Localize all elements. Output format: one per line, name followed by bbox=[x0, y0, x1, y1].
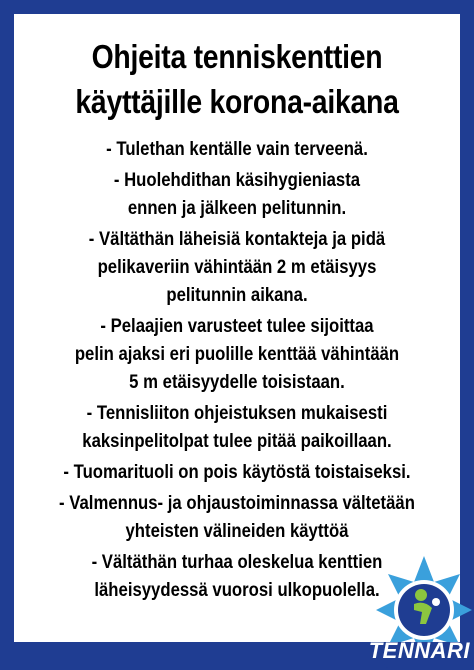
tennari-logo bbox=[364, 550, 474, 670]
rule-line: pelitunnin aikana. bbox=[166, 285, 308, 306]
rule-line: - Tulethan kentälle vain terveenä. bbox=[106, 139, 368, 160]
rule-item bbox=[41, 313, 433, 397]
rule-item bbox=[41, 459, 433, 487]
notice-panel bbox=[14, 14, 460, 642]
page-title bbox=[45, 34, 429, 124]
rule-line: - Huolehdithan käsihygieniasta bbox=[113, 170, 361, 191]
rule-line: - Vältäthän turhaa oleskelua kenttien bbox=[91, 552, 383, 573]
rule-line: pelikaveriin vähintään 2 m etäisyys bbox=[97, 257, 377, 278]
rule-item bbox=[41, 167, 433, 223]
rule-item bbox=[41, 400, 433, 456]
rule-item bbox=[41, 136, 433, 164]
rule-line: läheisyydessä vuorosi ulkopuolella. bbox=[94, 580, 380, 601]
rule-line: 5 m etäisyydelle toisistaan. bbox=[129, 372, 345, 393]
title-line-2: käyttäjille korona-aikana bbox=[75, 83, 399, 120]
rule-line: - Valmennus- ja ohjaustoiminnassa vältetään bbox=[59, 493, 415, 514]
rules-list bbox=[14, 136, 460, 605]
rule-line: - Tennisliiton ohjeistuksen mukaisesti bbox=[86, 403, 388, 424]
rule-item bbox=[41, 226, 433, 310]
rule-line: ennen ja jälkeen pelitunnin. bbox=[127, 198, 347, 219]
rule-line: - Pelaajien varusteet tulee sijoittaa bbox=[100, 316, 374, 337]
rule-line: - Vältäthän läheisiä kontakteja ja pidä bbox=[88, 229, 386, 250]
rule-line: kaksinpelitolpat tulee pitää paikoillaan. bbox=[82, 431, 392, 452]
rule-line: pelin ajaksi eri puolille kenttää vähintään bbox=[74, 344, 400, 365]
rule-line: - Tuomarituoli on pois käytöstä toistaiseksi. bbox=[63, 462, 411, 483]
rule-line: yhteisten välineiden käyttöä bbox=[125, 521, 349, 542]
logo-wordmark: TENNARI bbox=[368, 638, 470, 663]
rule-item bbox=[41, 490, 433, 546]
title-line-1: Ohjeita tenniskenttien bbox=[91, 38, 383, 75]
